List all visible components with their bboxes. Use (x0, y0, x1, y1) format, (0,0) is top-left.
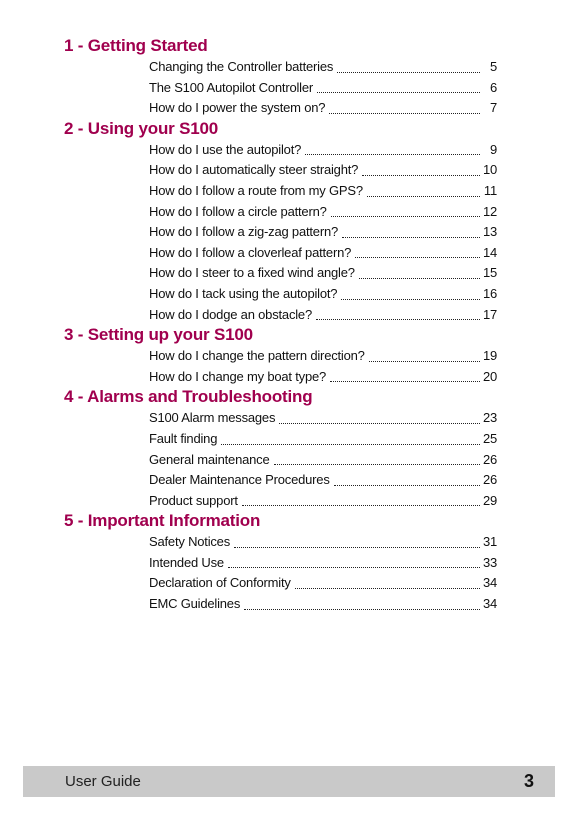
toc-entry-page-number: 20 (482, 368, 497, 384)
toc-entry-page-number: 15 (482, 265, 497, 281)
toc-entry-page-number: 12 (482, 203, 497, 219)
dot-leader (330, 380, 480, 382)
toc-entry-page-number: 11 (483, 182, 497, 198)
toc-entry[interactable] (149, 222, 497, 243)
toc-entry-title: General maintenance (149, 451, 270, 467)
toc-entry-title: S100 Alarm messages (149, 410, 276, 426)
toc-entry-page-number: 9 (489, 141, 497, 157)
toc-entry[interactable] (149, 346, 497, 367)
toc-entry[interactable] (149, 243, 497, 264)
toc-entry-page-number: 7 (489, 100, 497, 116)
section-heading: 3 - Setting up your S100 (64, 325, 253, 345)
section-entries (149, 57, 497, 119)
toc-entry[interactable] (149, 367, 497, 388)
dot-leader (331, 215, 480, 217)
dot-leader (367, 195, 480, 197)
section-heading: 4 - Alarms and Troubleshooting (64, 387, 313, 407)
toc-entry-page-number: 5 (489, 59, 497, 74)
toc-entry-page-number: 16 (482, 285, 497, 301)
toc-entry[interactable] (149, 181, 497, 202)
dot-leader (334, 484, 480, 486)
dot-leader (234, 546, 480, 548)
dot-leader (274, 463, 480, 465)
dot-leader (355, 256, 480, 258)
toc-entry-title: How do I follow a cloverleaf pattern? (149, 244, 352, 260)
dot-leader (342, 236, 480, 238)
section-entries (149, 532, 497, 614)
toc-entry-page-number: 6 (489, 79, 497, 95)
toc-entry-page-number: 23 (482, 410, 497, 426)
section-entries (149, 346, 497, 387)
toc-entry-title: How do I tack using the autopilot? (149, 285, 338, 301)
toc-entry[interactable] (149, 160, 497, 181)
toc-entry-title: Intended Use (149, 554, 224, 570)
toc-entry-title: How do I automatically steer straight? (149, 162, 359, 178)
toc-entry[interactable] (149, 140, 497, 161)
dot-leader (221, 443, 480, 445)
dot-leader (329, 112, 480, 114)
toc-entry[interactable] (149, 594, 497, 615)
toc-entry-title: EMC Guidelines (149, 596, 241, 612)
dot-leader (362, 174, 480, 176)
footer-page-number: 3 (523, 771, 534, 791)
footer-document-title: User Guide (65, 773, 141, 790)
toc-entry-page-number: 19 (482, 348, 497, 364)
dot-leader (369, 360, 480, 362)
toc-entry-page-number: 26 (482, 451, 497, 467)
dot-leader (244, 608, 480, 610)
dot-leader (341, 298, 480, 300)
toc-entry[interactable] (149, 532, 497, 553)
toc-entry[interactable] (149, 450, 497, 471)
section-entries (149, 408, 497, 511)
section-heading: 2 - Using your S100 (64, 118, 218, 138)
toc-entry[interactable] (149, 263, 497, 284)
toc-entry-title: The S100 Autopilot Controller (149, 79, 314, 95)
section-heading: 1 - Getting Started (64, 36, 208, 55)
toc-entry-page-number: 34 (482, 596, 497, 612)
toc-entry-title: How do I follow a zig-zag pattern? (149, 224, 339, 240)
toc-entry[interactable] (149, 470, 497, 491)
toc-entry-page-number: 14 (482, 244, 497, 260)
toc-entry-page-number: 25 (482, 430, 497, 446)
toc-entry-title: How do I change the pattern direction? (149, 348, 365, 364)
toc-entry-title: Declaration of Conformity (149, 575, 291, 591)
toc-entry-page-number: 13 (482, 224, 497, 240)
dot-leader (242, 504, 480, 506)
toc-entry[interactable] (149, 408, 497, 429)
dot-leader (359, 277, 480, 279)
dot-leader (228, 566, 480, 568)
toc-entry[interactable] (149, 78, 497, 99)
section-heading: 5 - Important Information (64, 511, 261, 531)
toc-entry-title: How do I power the system on? (149, 100, 326, 116)
table-of-contents (0, 36, 579, 615)
toc-entry[interactable] (149, 491, 497, 512)
toc-entry-title: Safety Notices (149, 534, 231, 550)
toc-entry[interactable] (149, 284, 497, 305)
page-footer (23, 766, 555, 797)
dot-leader (316, 318, 480, 320)
toc-entry-title: Changing the Controller batteries (149, 59, 334, 74)
toc-entry[interactable] (149, 98, 497, 119)
dot-leader (305, 153, 480, 155)
toc-entry-page-number: 29 (482, 492, 497, 508)
toc-entry-page-number: 17 (482, 306, 497, 322)
dot-leader (317, 91, 480, 93)
toc-entry[interactable] (149, 553, 497, 574)
toc-entry[interactable] (149, 429, 497, 450)
toc-entry-title: Fault finding (149, 430, 218, 446)
toc-entry-title: How do I steer to a fixed wind angle? (149, 265, 355, 281)
toc-entry-title: How do I change my boat type? (149, 368, 327, 384)
toc-entry-page-number: 26 (482, 472, 497, 488)
toc-entry[interactable] (149, 202, 497, 223)
toc-entry-page-number: 33 (482, 554, 497, 570)
toc-entry-title: How do I follow a route from my GPS? (149, 182, 363, 198)
toc-entry-page-number: 10 (482, 162, 497, 178)
toc-entry[interactable] (149, 305, 497, 326)
dot-leader (295, 587, 480, 589)
toc-entry-title: How do I dodge an obstacle? (149, 306, 312, 322)
section-entries (149, 140, 497, 325)
dot-leader (279, 422, 480, 424)
toc-entry-title: How do I follow a circle pattern? (149, 203, 327, 219)
toc-entry-title: Product support (149, 492, 238, 508)
toc-entry[interactable] (149, 57, 497, 78)
dot-leader (337, 71, 480, 73)
toc-entry-page-number: 34 (482, 575, 497, 591)
toc-entry-title: Dealer Maintenance Procedures (149, 472, 330, 488)
toc-entry-title: How do I use the autopilot? (149, 141, 302, 157)
toc-entry-page-number: 31 (482, 534, 497, 550)
toc-entry[interactable] (149, 573, 497, 594)
